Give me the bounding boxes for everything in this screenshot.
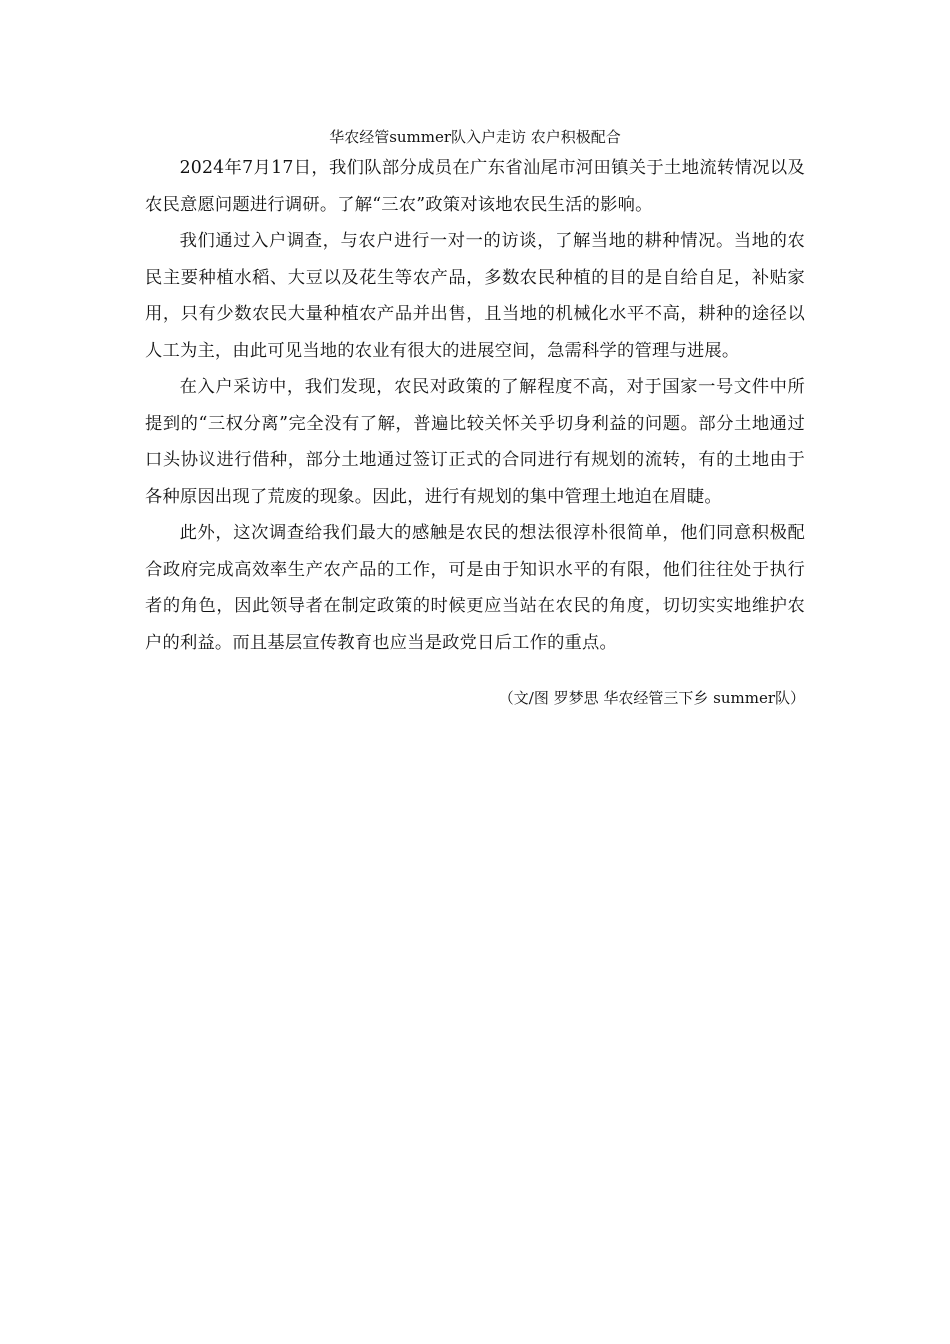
article-title: 华农经管summer队入户走访 农户积极配合 xyxy=(329,128,621,146)
paragraph-1: 2024年7月17日，我们队部分成员在广东省汕尾市河田镇关于土地流转情况以及农民意愿问题进行调研。了解“三农”政策对该地农民生活的影响。 xyxy=(145,158,805,215)
paragraph-2: 我们通过入户调查，与农户进行一对一的访谈，了解当地的耕种情况。当地的农民主要种植水稻、大豆以及花生等农产品，多数农民种植的目的是自给自足，补贴家用，只有少数农民大量种植农产品并出售，且当地的机械化水平不高，耕种的途径以人工为主，由此可见当地的农业有很大的进展空间，急需科学的管理与进展。 xyxy=(145,231,805,361)
byline: （文/图 罗梦思 华农经管三下乡 summer队） xyxy=(498,689,805,707)
paragraph-4: 此外，这次调查给我们最大的感触是农民的想法很淳朴很简单，他们同意积极配合政府完成高效率生产农产品的工作，可是由于知识水平的有限，他们往往处于执行者的角色，因此领导者在制定政策的时候更应当站在农民的角度，切切实实地维护农户的利益。而且基层宣传教育也应当是政党日后工作的重点。 xyxy=(145,523,805,653)
paragraph-3: 在入户采访中，我们发现，农民对政策的了解程度不高，对于国家一号文件中所提到的“三权分离”完全没有了解，普遍比较关怀关乎切身利益的问题。部分土地通过口头协议进行借种，部分土地通过签订正式的合同进行有规划的流转，有的土地由于各种原因出现了荒废的现象。因此，进行有规划的集中管理土地迫在眉睫。 xyxy=(145,377,805,507)
article xyxy=(145,124,805,709)
